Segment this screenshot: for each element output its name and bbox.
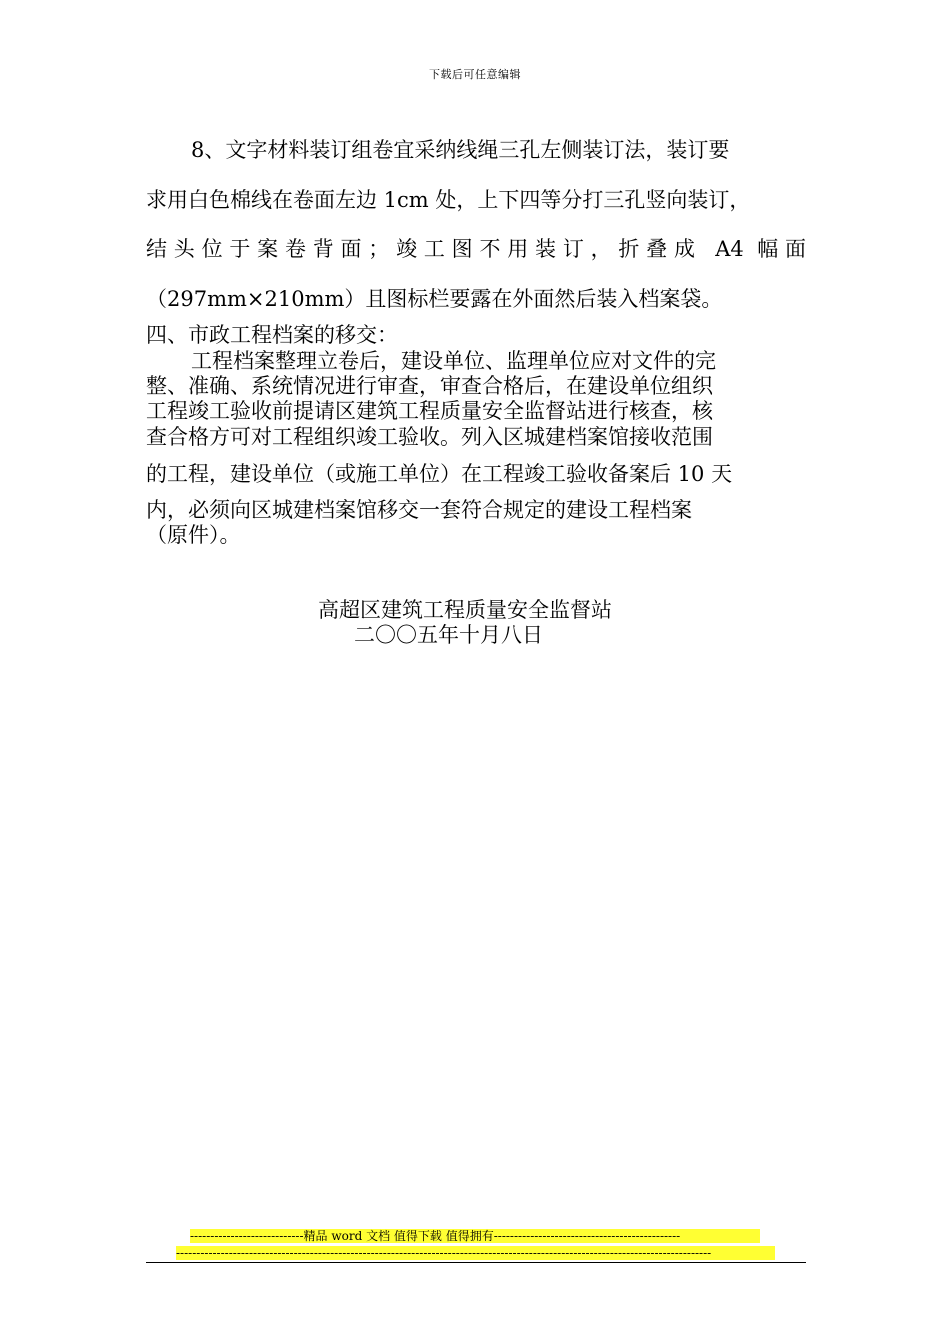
paragraph-line-7: 整、准确、系统情况进行审查，审查合格后，在建设单位组织: [146, 374, 713, 398]
paragraph-line-3: 结头位于案卷背面；竣工图不用装订，折叠成 A4 幅面: [146, 237, 806, 261]
page-header: 下载后可任意编辑: [429, 68, 521, 81]
signature-org: 高超区建筑工程质量安全监督站: [318, 598, 612, 622]
paragraph-line-11: 内，必须向区城建档案馆移交一套符合规定的建设工程档案: [146, 498, 692, 522]
paragraph-line-8: 工程竣工验收前提请区建筑工程质量安全监督站进行核查，核: [146, 399, 713, 423]
footer-rule: [146, 1262, 806, 1263]
paragraph-line-2: 求用白色棉线在卷面左边 1cm 处，上下四等分打三孔竖向装订，: [146, 188, 751, 212]
paragraph-line-6: 工程档案整理立卷后，建设单位、监理单位应对文件的完: [191, 349, 716, 373]
footer-banner-line-2: ------------------------------------------------------------------------------------------------------------------------------------: [176, 1246, 775, 1260]
paragraph-line-12: （原件）。: [146, 523, 241, 547]
section-heading: 四、市政工程档案的移交：: [146, 323, 398, 347]
signature-date: 二〇〇五年十月八日: [354, 623, 543, 647]
paragraph-line-1: 8、文字材料装订组卷宜采纳线绳三孔左侧装订法，装订要: [191, 138, 730, 162]
paragraph-line-9: 查合格方可对工程组织竣工验收。列入区城建档案馆接收范围: [146, 425, 713, 449]
footer-banner-line-1: ----------------------------精品 word 文档 值得下载 值得拥有----------------------------------------------: [190, 1229, 760, 1243]
paragraph-line-4: （297mm×210mm）且图标栏要露在外面然后装入档案袋。: [146, 287, 723, 311]
paragraph-line-10: 的工程，建设单位（或施工单位）在工程竣工验收备案后 10 天: [146, 462, 733, 486]
